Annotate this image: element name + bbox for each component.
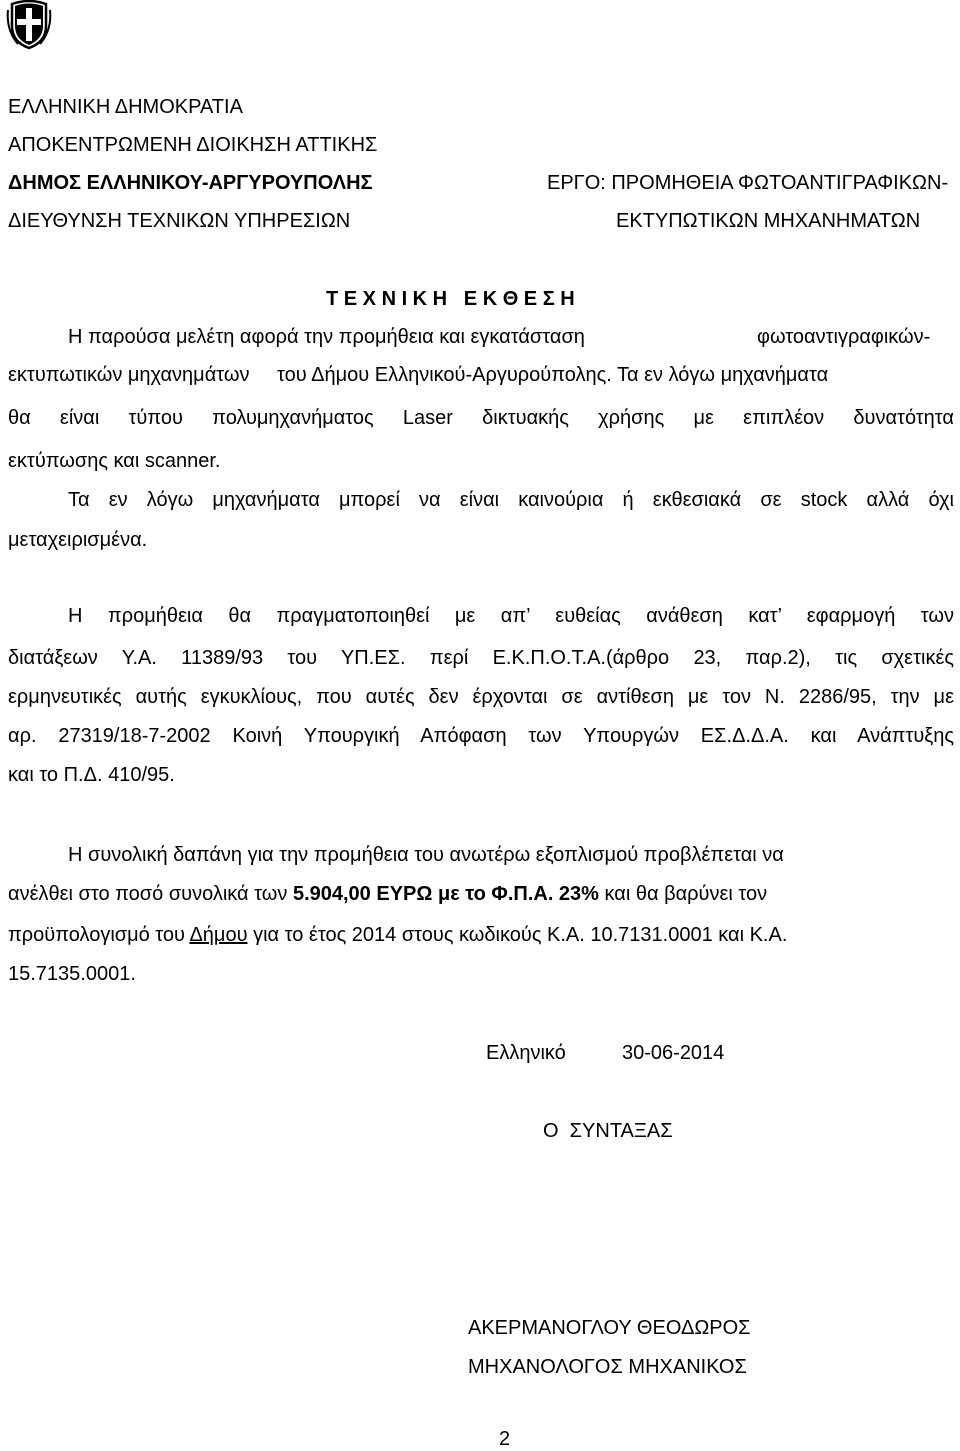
para3-line1: Η προμήθεια θα πραγματοποιηθεί με απ’ ευθείας ανάθεση κατ’ εφαρμογή των (68, 605, 954, 627)
para4-line1: Η συνολική δαπάνη για την προμήθεια του ανωτέρω εξοπλισμού προβλέπεται να (68, 844, 784, 866)
project-title-line1: ΕΡΓΟ: ΠΡΟΜΗΘΕΙΑ ΦΩΤΟΑΝΤΙΓΡΑΦΙΚΩΝ- (547, 172, 949, 194)
para1-line1b: φωτοαντιγραφικών- (757, 326, 931, 348)
document-title: Τ Ε Χ Ν Ι Κ Η Ε Κ Θ Ε Σ Η (326, 288, 575, 310)
para1-line2b: του Δήμου Ελληνικού-Αργυρούπολης. Τα εν λόγω μηχανήματα (277, 364, 829, 386)
para4-line3-post: για το έτος 2014 στους κωδικούς Κ.Α. 10.7131.0001 και Κ.Α. (247, 924, 788, 946)
signature-place: Ελληνικό (486, 1042, 566, 1064)
para4-line2 (8, 882, 767, 906)
para4-line2-pre: ανέλθει στο ποσό συνολικά των (8, 883, 293, 905)
para3-line2: διατάξεων Υ.Α. 11389/93 του ΥΠ.ΕΣ. περί Ε.Κ.Π.Ο.Τ.Α.(άρθρο 23, παρ.2), τις σχετικές (8, 647, 954, 669)
para1-line4: εκτύπωσης και scanner. (8, 450, 221, 472)
signature-title: ΜΗΧΑΝΟΛΟΓΟΣ ΜΗΧΑΝΙΚΟΣ (468, 1356, 747, 1378)
signature-date: 30-06-2014 (622, 1042, 725, 1064)
page-number: 2 (499, 1428, 511, 1450)
para3-line5: και το Π.Δ. 410/95. (8, 764, 175, 786)
directorate-label: ΔΙΕΥΘΥΝΣΗ ΤΕΧΝΙΚΩΝ ΥΠΗΡΕΣΙΩΝ (8, 210, 351, 232)
para1-line2a: εκτυπωτικών μηχανημάτων (8, 364, 250, 386)
signature-name: ΑΚΕΡΜΑΝΟΓΛΟΥ ΘΕΟΔΩΡΟΣ (468, 1317, 751, 1339)
para3-line3: ερμηνευτικές αυτής εγκυκλίους, που αυτές δεν έρχονται σε αντίθεση με τον Ν. 2286/95, την με (8, 686, 954, 708)
para1-line1a: Η παρούσα μελέτη αφορά την προμήθεια και εγκατάσταση (68, 326, 585, 348)
project-title-line2: ΕΚΤΥΠΩΤΙΚΩΝ ΜΗΧΑΝΗΜΑΤΩΝ (616, 210, 921, 232)
administration-label: ΑΠΟΚΕΝΤΡΩΜΕΝΗ ΔΙΟΙΚΗΣΗ ΑΤΤΙΚΗΣ (8, 134, 378, 156)
para2-line2: μεταχειρισμένα. (8, 529, 148, 551)
cost-amount: 5.904,00 ΕΥΡΩ με το Φ.Π.Α. 23% (292, 883, 599, 905)
republic-label: ΕΛΛΗΝΙΚΗ ΔΗΜΟΚΡΑΤΙΑ (8, 96, 243, 118)
para4-line4: 15.7135.0001. (8, 963, 136, 985)
para4-line3-pre: προϋπολογισμό του (8, 924, 190, 946)
municipality-underlined: Δήμου (189, 924, 248, 946)
para1-line3: θα είναι τύπου πολυμηχανήματος Laser δικτυακής χρήσης με επιπλέον δυνατότητα (8, 407, 954, 429)
para4-line3 (8, 923, 787, 947)
municipality-label: ΔΗΜΟΣ ΕΛΛΗΝΙΚΟΥ-ΑΡΓΥΡΟΥΠΟΛΗΣ (8, 172, 373, 194)
coat-of-arms-icon (6, 0, 52, 50)
para2-line1: Τα εν λόγω μηχανήματα μπορεί να είναι καινούρια ή εκθεσιακά σε stock αλλά όχι (68, 489, 954, 511)
para4-line2-post: και θα βαρύνει τον (598, 883, 768, 905)
para3-line4: αρ. 27319/18-7-2002 Κοινή Υπουργική Απόφαση των Υπουργών ΕΣ.Δ.Δ.Α. και Ανάπτυξης (8, 725, 954, 747)
signature-role: Ο ΣΥΝΤΑΞΑΣ (543, 1120, 673, 1142)
